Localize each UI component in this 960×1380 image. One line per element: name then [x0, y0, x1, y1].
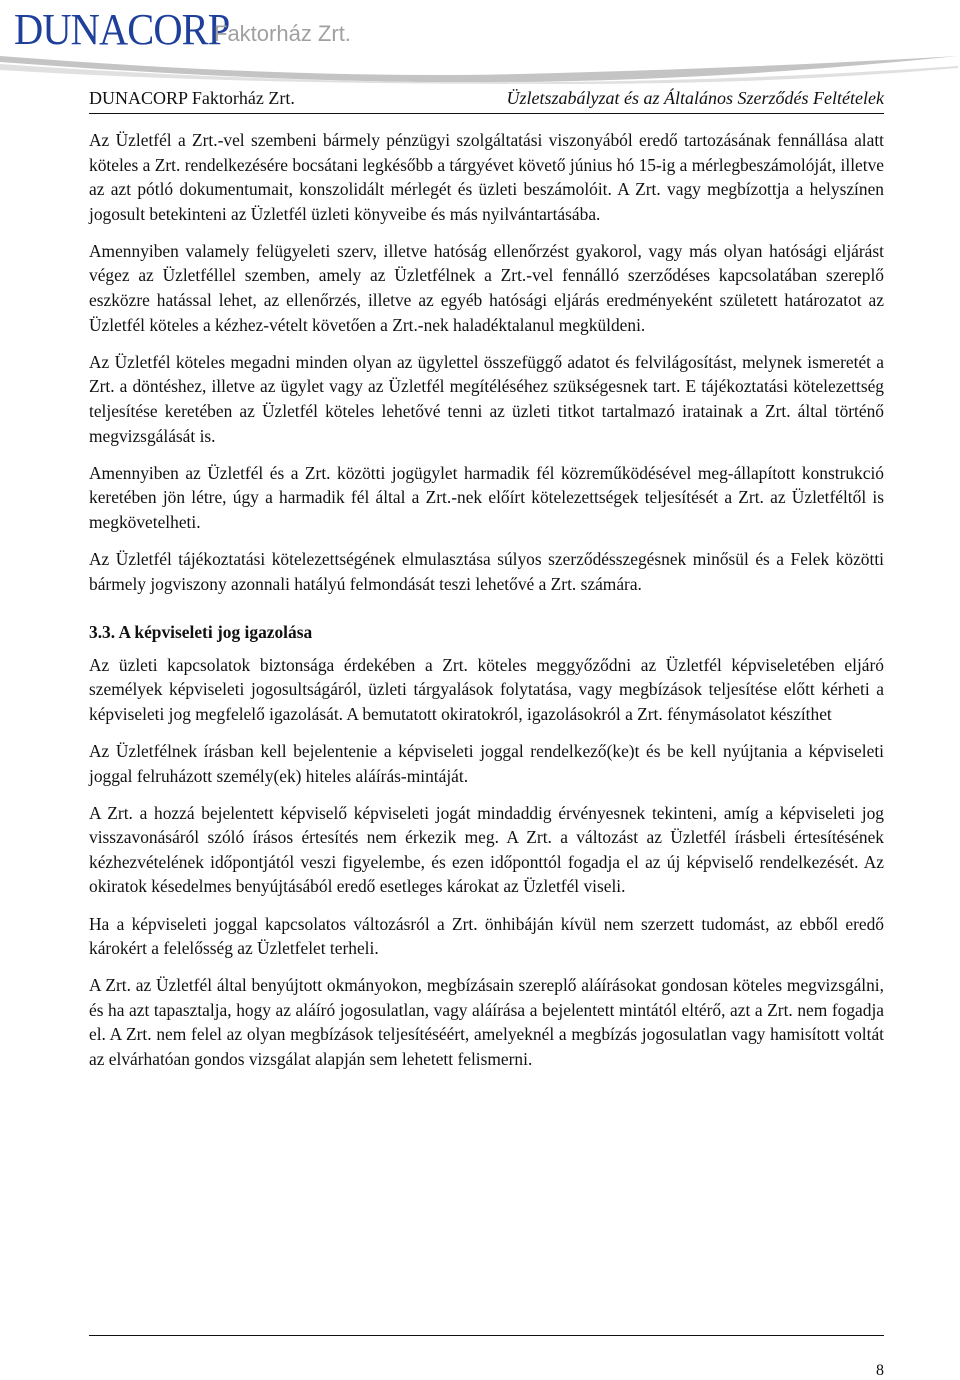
page-number: 8: [876, 1362, 884, 1379]
paragraph: Az Üzletfél tájékoztatási kötelezettségének elmulasztása súlyos szerződésszegésnek minősül és a Felek közötti bármely jogviszony azonnali hatályú felmondását teszi lehetővé a Zrt. számára.: [89, 548, 884, 594]
document-body: [89, 128, 884, 1084]
page-header: [89, 87, 884, 114]
paragraph: Ha a képviseleti joggal kapcsolatos változásról a Zrt. önhibáján kívül nem szerzett tudomást, az ebből eredő károkért a felelősség az Üzletfelet terheli.: [89, 913, 884, 959]
logo-subtitle: Faktorház Zrt.: [214, 21, 351, 46]
company-logo: [0, 0, 960, 84]
paragraph: A Zrt. az Üzletfél által benyújtott okmányokon, megbízásain szereplő aláírásokat gondosan köteles megvizsgálni, és ha azt tapasztalja, hogy az aláíró jogosulatlan, vagy aláírása a bejelentett mintától eltérő, azt a Zrt. nem fogadja el. A Zrt. nem felel az olyan megbízások teljesítéséért, amelyeknél a megbízás jogosulatlan vagy hamisított voltát az elvárhatóan gondos vizsgálat alapján sem lehetett felismerni.: [89, 975, 884, 1069]
paragraph: Az üzleti kapcsolatok biztonsága érdekében a Zrt. köteles meggyőződni az Üzletfél képviseletében eljáró személyek képviseleti jogosultságáról, üzleti tárgyalások folytatása, vagy megbízások teljesítése előtt kérheti a képviseleti jog megfelelő igazolását. A bemutatott okiratokról, igazolásokról a Zrt. fénymásolatot készíthet: [89, 654, 884, 724]
header-company: DUNACORP Faktorház Zrt.: [89, 88, 295, 108]
header-document-title: Üzletszabályzat és az Általános Szerződés Feltételek: [506, 88, 884, 108]
paragraph: Az Üzletfél a Zrt.-vel szembeni bármely pénzügyi szolgáltatási viszonyából eredő tartozásának fennállása alatt köteles a Zrt. rendelkezésére bocsátani legkésőbb a tárgyévet követő június hó 15-ig a mérlegbeszámolóját, illetve az azt pótló dokumentumait, konszolidált mérlegét és üzleti beszámolóit. A Zrt. vagy megbízottja a helyszínen jogosult betekinteni az Üzletfél üzleti könyveibe és más nyilvántartásába.: [89, 130, 884, 224]
paragraph: Amennyiben valamely felügyeleti szerv, illetve hatóság ellenőrzést gyakorol, vagy más olyan hatósági eljárást végez az Üzletféllel szemben, amely az Üzletfélnek a Zrt.-vel fennálló szerződéses kapcsolatában szereplő eszközre hatással lehet, az ellenőrzés, illetve az egyéb hatósági eljárás eredményeként született határozatot az Üzletfél köteles a kézhez-vételt követően a Zrt.-nek haladéktalanul megküldeni.: [89, 240, 884, 335]
paragraph: Az Üzletfél köteles megadni minden olyan az ügylettel összefüggő adatot és felvilágosítást, melynek ismeretét a Zrt. a döntéshez, illetve az ügylet vagy az Üzletfél megítéléséhez szükségesnek tart. E tájékoztatási kötelezettség teljesítése keretében az Üzletfél köteles lehetővé tenni az üzleti titkot tartalmazó iratainak a Zrt. által történő megvizsgálását is.: [89, 351, 884, 446]
paragraph: Amennyiben az Üzletfél és a Zrt. közötti jogügylet harmadik fél közreműködésével meg-állapított konstrukció keretében jön létre, úgy a harmadik fél által a Zrt.-nek előírt kötelezettségek teljesítését a Zrt. az Üzletféltől is megkövetelheti.: [89, 462, 884, 532]
footer-divider: [89, 1335, 884, 1336]
paragraph: Az Üzletfélnek írásban kell bejelentenie a képviseleti joggal rendelkező(ke)t és be kell nyújtania a képviseleti joggal felruházott személy(ek) hiteles aláírás-mintáját.: [89, 740, 884, 786]
section-heading: 3.3. A képviseleti jog igazolása: [89, 622, 313, 643]
logo-brand-text: DUNACORP: [14, 5, 230, 54]
paragraph: A Zrt. a hozzá bejelentett képviselő képviseleti jogát mindaddig érvényesnek tekinteni, amíg a képviseleti jog visszavonásáról szóló írásos értesítés nem érkezik meg. A Zrt. a változást az Üzletfél írásbeli értesítésének kézhezvételének időpontjától veszi figyelembe, és ezen időponttól fogadja el az új képviselő rendelkezését. Az okiratok késedelmes benyújtásából eredő esetleges károkat az Üzletfél viseli.: [89, 802, 884, 897]
